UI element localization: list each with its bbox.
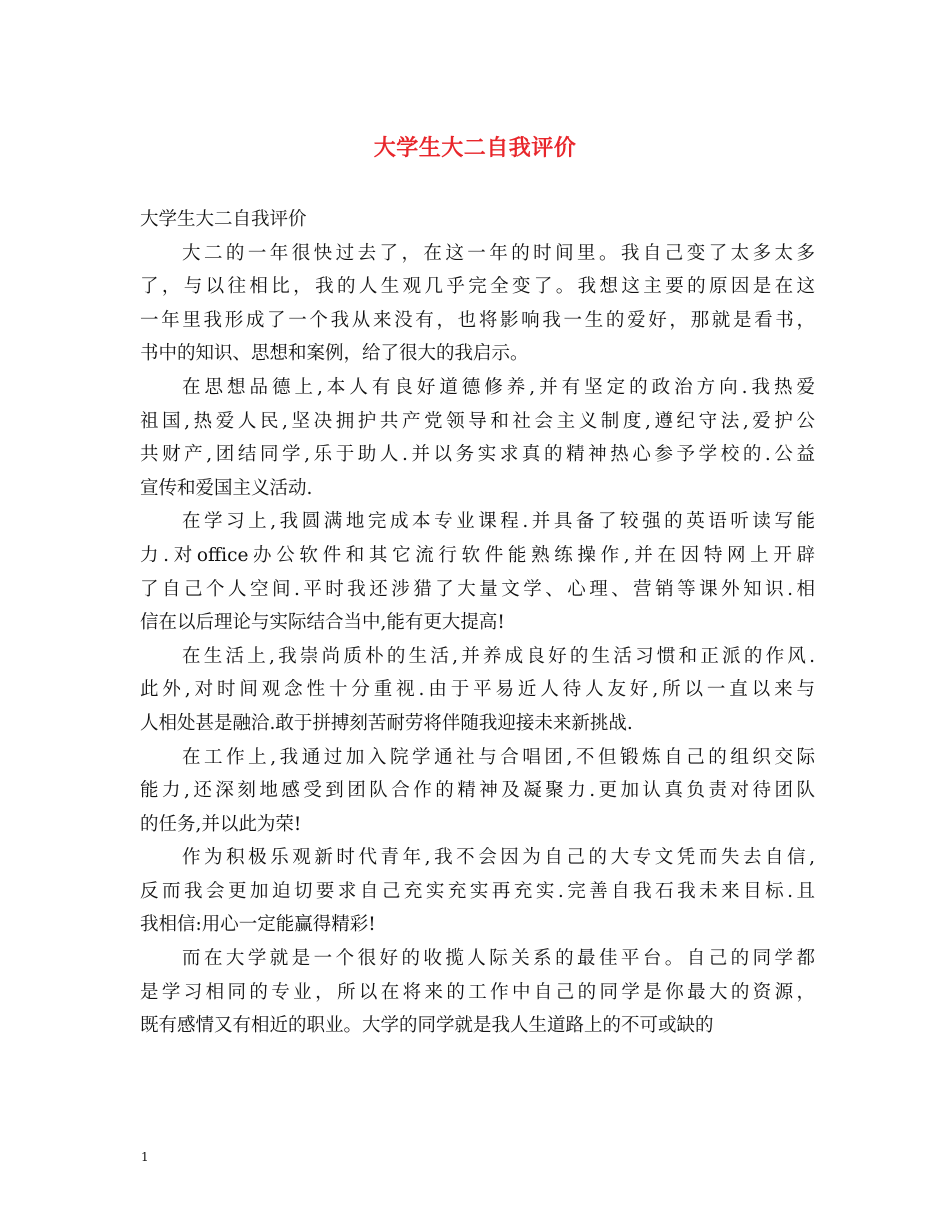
- paragraph-line: 了自己个人空间.平时我还涉猎了大量文学、心理、营销等课外知识.相: [140, 578, 815, 600]
- paragraph-line: 在工作上,我通过加入院学通社与合唱团,不但锻炼自己的组织交际: [182, 746, 815, 768]
- paragraph: [140, 741, 815, 842]
- paragraph-line: 信在以后理论与实际结合当中,能有更大提高!: [140, 612, 505, 634]
- paragraph-line: 能力,还深刻地感受到团队合作的精神及凝聚力.更加认真负责对待团队: [140, 780, 815, 802]
- paragraph-line: 宣传和爱国主义活动.: [140, 477, 313, 499]
- paragraph-line: 在生活上,我崇尚质朴的生活,并养成良好的生活习惯和正派的作风.: [182, 645, 815, 667]
- paragraph-line: 力.对office办公软件和其它流行软件能熟练操作,并在因特网上开辟: [140, 544, 815, 566]
- document-subtitle: 大学生大二自我评价: [140, 209, 307, 230]
- paragraph-line: 我相信:用心一定能赢得精彩!: [140, 914, 376, 936]
- paragraph-line: 作为积极乐观新时代青年,我不会因为自己的大专文凭而失去自信,: [182, 847, 815, 869]
- paragraph: [140, 371, 815, 505]
- paragraph-line: 祖国,热爱人民,坚决拥护共产党领导和社会主义制度,遵纪守法,爱护公: [140, 410, 815, 432]
- paragraph: [140, 505, 815, 639]
- paragraph-line: 反而我会更加迫切要求自己充实充实再充实.完善自我石我未来目标.且: [140, 880, 815, 902]
- paragraph-list: [140, 237, 815, 1043]
- paragraph: [140, 640, 815, 741]
- paragraph-line: 了，与以往相比，我的人生观几乎完全变了。我想这主要的原因是在这: [140, 276, 815, 298]
- paragraph-line: 而在大学就是一个很好的收揽人际关系的最佳平台。自己的同学都: [182, 948, 815, 970]
- paragraph-line: 在学习上,我圆满地完成本专业课程.并具备了较强的英语听读写能: [182, 511, 815, 533]
- paragraph-line: 人相处甚是融洽.敢于拼搏刻苦耐劳将伴随我迎接未来新挑战.: [140, 712, 633, 734]
- paragraph: [140, 841, 815, 942]
- document-body: [140, 203, 815, 1043]
- paragraph-line: 共财产,团结同学,乐于助人.并以务实求真的精神热心参予学校的.公益: [140, 444, 815, 466]
- paragraph-line: 既有感情又有相近的职业。大学的同学就是我人生道路上的不可或缺的: [140, 1015, 714, 1037]
- paragraph: [140, 237, 815, 371]
- page-number: 1: [141, 1150, 149, 1164]
- paragraph-line: 的任务,并以此为荣!: [140, 813, 302, 835]
- paragraph-line: 大二的一年很快过去了，在这一年的时间里。我自己变了太多太多: [182, 242, 815, 264]
- paragraph-line: 在思想品德上,本人有良好道德修养,并有坚定的政治方向.我热爱: [182, 376, 815, 398]
- paragraph-line: 书中的知识、思想和案例，给了很大的我启示。: [140, 343, 529, 365]
- paragraph-line: 一年里我形成了一个我从来没有，也将影响我一生的爱好，那就是看书，: [140, 309, 815, 331]
- paragraph-line: 此外,对时间观念性十分重视.由于平易近人待人友好,所以一直以来与: [140, 679, 815, 701]
- paragraph: [140, 942, 815, 1043]
- paragraph-line: 是学习相同的专业，所以在将来的工作中自己的同学是你最大的资源，: [140, 981, 815, 1003]
- document-title: 大学生大二自我评价: [373, 135, 577, 161]
